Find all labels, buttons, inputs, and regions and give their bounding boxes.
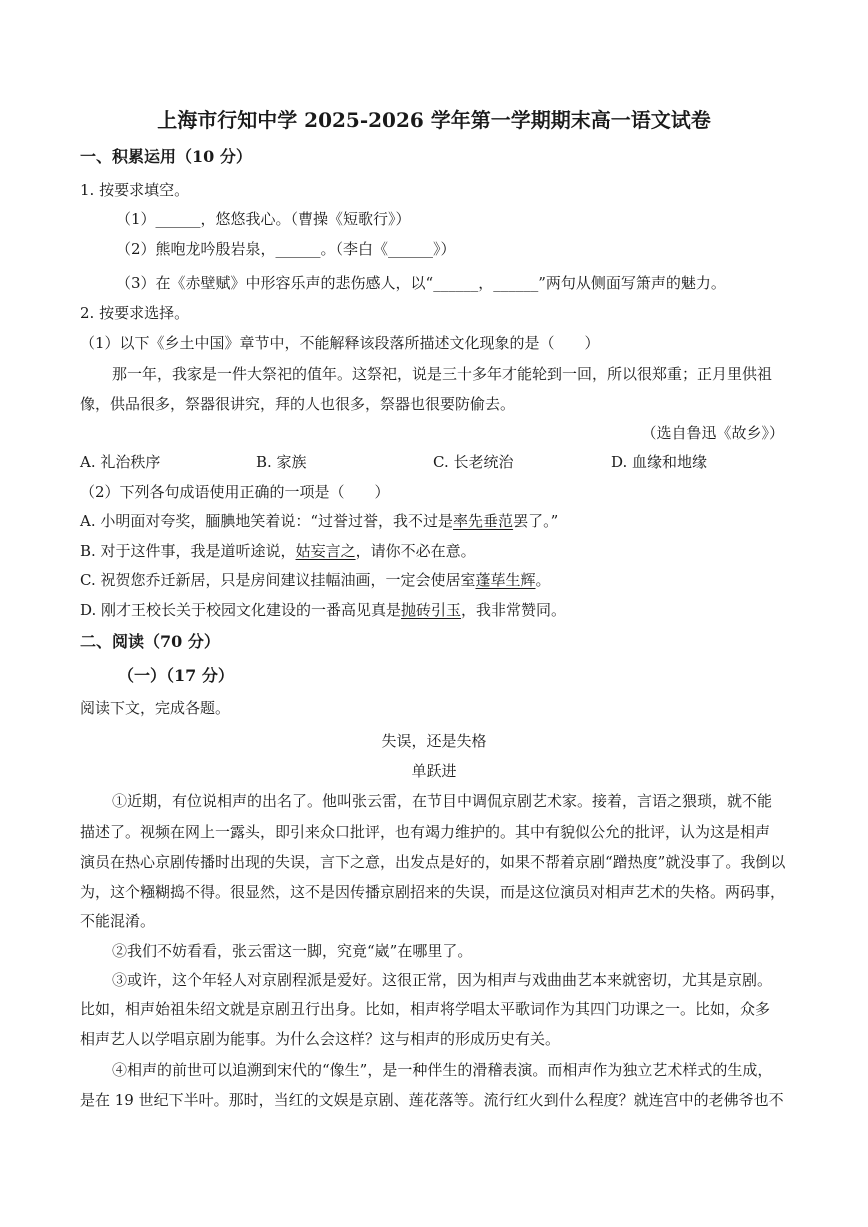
article-paragraph-line: ②我们不妨看看，张云雷这一脚，究竟“崴”在哪里了。	[112, 942, 473, 960]
q2-passage-line-1: 那一年，我家是一件大祭祀的值年。这祭祀，说是三十多年才能轮到一回，所以很郑重；正月里供祖	[112, 365, 773, 383]
option-b-text: B. 对于这件事，我是道听途说，	[80, 542, 296, 560]
q1-item-2: （2）熊咆龙吟殷岩泉，______。（李白《______》）	[116, 240, 456, 258]
article-paragraph-line: 描述了。视频在网上一露头，即引来众口批评，也有竭力维护的。其中有貌似公允的批评，认为这是相声	[80, 823, 771, 841]
article-paragraph-line: ④相声的前世可以追溯到宋代的“像生”，是一种伴生的滑稽表演。而相声作为独立艺术样式的生成，	[112, 1061, 773, 1079]
article-author: 单跃进	[411, 762, 457, 780]
q2-sub1-option-c: C. 长老统治	[433, 453, 514, 471]
exam-title: 上海市行知中学 2025-2026 学年第一学期期末高一语文试卷	[157, 108, 711, 132]
q2-sub2-option-c	[80, 570, 551, 590]
q2-stem: 2. 按要求选择。	[80, 304, 190, 322]
option-d-idiom: 抛砖引玉	[401, 601, 462, 619]
option-a-tail: 罢了。”	[513, 512, 559, 530]
section1-heading: 一、积累运用（10 分）	[80, 147, 252, 166]
q1-item-1: （1）______，悠悠我心。（曹操《短歌行》）	[116, 210, 411, 228]
option-c-text: C. 祝贺您乔迁新居，只是房间建议挂幅油画，一定会使居室	[80, 571, 476, 589]
q2-sub2-stem: （2）下列各句成语使用正确的一项是（ ）	[80, 483, 390, 501]
q2-sub1-option-a: A. 礼治秩序	[80, 453, 161, 471]
article-paragraph-line: ③或许，这个年轻人对京剧程派是爱好。这很正常，因为相声与戏曲曲艺本来就密切，尤其是京剧。	[112, 971, 773, 989]
option-d-tail: ，我非常赞同。	[461, 601, 567, 619]
article-paragraph-line: 是在 19 世纪下半叶。那时，当红的文娱是京剧、莲花落等。流行红火到什么程度？就连宫中的老佛爷也不	[80, 1091, 784, 1109]
q1-item-3: （3）在《赤壁赋》中形容乐声的悲伤感人，以“______，______”两句从侧面写箫声的魅力。	[116, 274, 726, 292]
q2-passage-source: （选自鲁迅《故乡》）	[641, 424, 784, 442]
option-b-idiom: 姑妄言之	[295, 542, 356, 560]
article-paragraph-line: 演员在热心京剧传播时出现的失误，言下之意，出发点是好的，如果不帮着京剧“蹭热度”就没事了。我倒以	[80, 853, 786, 871]
article-title: 失误，还是失格	[381, 732, 487, 750]
q2-sub2-option-b	[80, 541, 476, 561]
article-paragraph-line: ①近期，有位说相声的出名了。他叫张云雷，在节目中调侃京剧艺术家。接着，言语之猥琐，就不能	[112, 792, 773, 810]
section2-heading: 二、阅读（70 分）	[80, 632, 220, 651]
q2-sub1-option-b: B. 家族	[256, 453, 307, 471]
q2-sub1-option-d: D. 血缘和地缘	[611, 453, 708, 471]
option-d-text: D. 刚才王校长关于校园文化建设的一番高见真是	[80, 601, 402, 619]
option-a-idiom: 率先垂范	[453, 512, 514, 530]
article-paragraph-line: 比如，相声始祖朱绍文就是京剧丑行出身。比如，相声将学唱太平歌词作为其四门功课之一。比如，众多	[80, 1000, 771, 1018]
option-b-tail: ，请你不必在意。	[355, 542, 476, 560]
part1-heading: （一）（17 分）	[118, 666, 234, 685]
option-a-text: A. 小明面对夸奖，腼腆地笑着说：“过誉过誉，我不过是	[80, 512, 454, 530]
q1-stem: 1. 按要求填空。	[80, 181, 190, 199]
option-c-tail: 。	[535, 571, 551, 589]
option-c-idiom: 蓬荜生辉	[475, 571, 536, 589]
q2-sub2-option-d	[80, 600, 566, 620]
article-paragraph-line: 为，这个糨糊捣不得。很显然，这不是因传播京剧招来的失误，而是这位演员对相声艺术的失格。两码事，	[80, 883, 786, 901]
q2-sub2-option-a	[80, 511, 558, 531]
reading-instruction: 阅读下文，完成各题。	[80, 699, 231, 717]
article-paragraph-line: 不能混淆。	[80, 912, 156, 930]
article-paragraph-line: 相声艺人以学唱京剧为能事。为什么会这样？这与相声的形成历史有关。	[80, 1030, 561, 1048]
q2-sub1-stem: （1）以下《乡土中国》章节中，不能解释该段落所描述文化现象的是（ ）	[80, 334, 600, 352]
q2-passage-line-2: 像，供品很多，祭器很讲究，拜的人也很多，祭器也很要防偷去。	[80, 395, 516, 413]
